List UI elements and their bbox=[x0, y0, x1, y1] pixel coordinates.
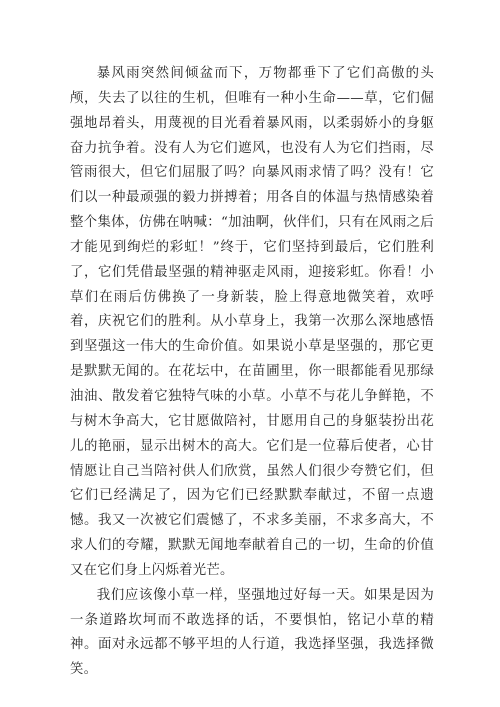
article-body bbox=[70, 62, 434, 683]
paragraph-storm-and-grass: 暴风雨突然间倾盆而下，万物都垂下了它们高傲的头颅，失去了以往的生机，但唯有一种小生命——草，它们倔强地昂着头，用蔑视的目光看着暴风雨，以柔弱娇小的身躯奋力抗争着。没有人为它们遮风，也没有人为它们挡雨，尽管雨很大，但它们屈服了吗？向暴风雨求情了吗？没有！它们以一种最顽强的毅力拼搏着；用各自的体温与热情感染着整个集体，仿佛在呐喊：“加油啊，伙伴们，只有在风雨之后才能见到绚烂的彩虹！”终于，它们坚持到最后，它们胜利了，它们凭借最坚强的精神驱走风雨，迎接彩虹。你看！小草们在雨后仿佛换了一身新装，脸上得意地微笑着，欢呼着，庆祝它们的胜利。从小草身上，我第一次那么深地感悟到坚强这一伟大的生命价值。如果说小草是坚强的，那它更是默默无闻的。在花坛中，在苗圃里，你一眼都能看见那绿油油、散发着它独特气味的小草。小草不与花儿争鲜艳，不与树木争高大，它甘愿做陪衬，甘愿用自己的身躯装扮出花儿的艳丽，显示出树木的高大。它们是一位幕后使者，心甘情愿让自己当陪衬供人们欣赏，虽然人们很少夸赞它们，但它们已经满足了，因为它们已经默默奉献过，不留一点遗憾。我又一次被它们震憾了，不求多美丽，不求多高大，不求人们的夸耀，默默无闻地奉献着自己的一切，生命的价值又在它们身上闪烁着光芒。 bbox=[70, 66, 434, 578]
paragraph-conclusion: 我们应该像小草一样，坚强地过好每一天。如果是因为一条道路坎坷而不敢选择的话，不要惧怕，铭记小草的精神。面对永远都不够平坦的人行道，我选择坚强，我选择微笑。 bbox=[70, 587, 434, 678]
